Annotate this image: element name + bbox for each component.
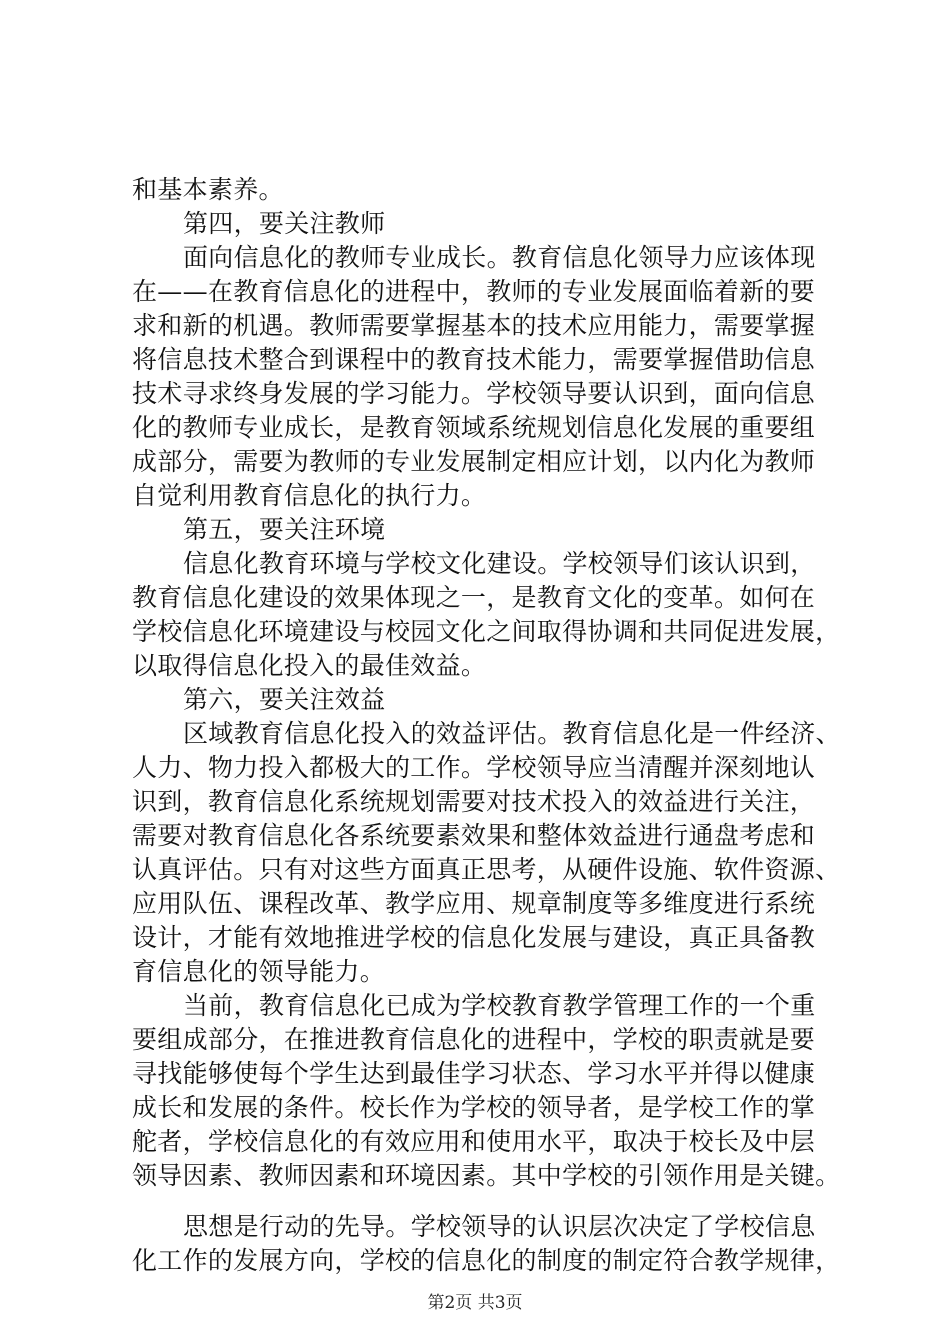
text-line: 认真评估。只有对这些方面真正思考，从硬件设施、软件资源、 xyxy=(132,855,841,884)
section-heading: 第四，要关注教师 xyxy=(183,209,386,238)
text-line: 以取得信息化投入的最佳效益。 xyxy=(132,651,487,680)
text-line: 教育信息化建设的效果体现之一，是教育文化的变革。如何在 xyxy=(132,583,816,612)
text-line: 领导因素、教师因素和环境因素。其中学校的引领作用是关键。 xyxy=(132,1161,841,1190)
text-line: 求和新的机遇。教师需要掌握基本的技术应用能力，需要掌握 xyxy=(132,311,816,340)
paragraph-line: 当前，教育信息化已成为学校教育教学管理工作的一个重 xyxy=(183,991,816,1020)
text-line: 寻找能够使每个学生达到最佳学习状态、学习水平并得以健康 xyxy=(132,1059,816,1088)
text-line: 成长和发展的条件。校长作为学校的领导者，是学校工作的掌 xyxy=(132,1093,816,1122)
text-line: 和基本素养。 xyxy=(132,175,284,204)
text-line: 化工作的发展方向，学校的信息化的制度的制定符合教学规律， xyxy=(132,1246,841,1275)
text-line: 识到，教育信息化系统规划需要对技术投入的效益进行关注， xyxy=(132,787,816,816)
text-line: 设计，才能有效地推进学校的信息化发展与建设，真正具备教 xyxy=(132,923,816,952)
text-line: 应用队伍、课程改革、教学应用、规章制度等多维度进行系统 xyxy=(132,889,816,918)
paragraph-line: 信息化教育环境与学校文化建设。学校领导们该认识到， xyxy=(183,549,816,578)
text-line: 育信息化的领导能力。 xyxy=(132,957,386,986)
text-line: 学校信息化环境建设与校园文化之间取得协调和共同促进发展， xyxy=(132,617,841,646)
section-heading: 第五，要关注环境 xyxy=(183,515,386,544)
text-line: 要组成部分，在推进教育信息化的进程中，学校的职责就是要 xyxy=(132,1025,816,1054)
text-line: 将信息技术整合到课程中的教育技术能力，需要掌握借助信息 xyxy=(132,345,816,374)
text-line: 成部分，需要为教师的专业发展制定相应计划，以内化为教师 xyxy=(132,447,816,476)
paragraph-line: 面向信息化的教师专业成长。教育信息化领导力应该体现 xyxy=(183,243,816,272)
text-line: 化的教师专业成长，是教育领域系统规划信息化发展的重要组 xyxy=(132,413,816,442)
text-line: 技术寻求终身发展的学习能力。学校领导要认识到，面向信息 xyxy=(132,379,816,408)
text-line: 舵者，学校信息化的有效应用和使用水平，取决于校长及中层 xyxy=(132,1127,816,1156)
text-line: 自觉利用教育信息化的执行力。 xyxy=(132,481,487,510)
text-line: 在——在教育信息化的进程中，教师的专业发展面临着新的要 xyxy=(132,277,816,306)
section-heading: 第六，要关注效益 xyxy=(183,685,386,714)
paragraph-line: 思想是行动的先导。学校领导的认识层次决定了学校信息 xyxy=(183,1212,816,1241)
page-footer: 第2页 共3页 xyxy=(427,1293,523,1313)
paragraph-line: 区域教育信息化投入的效益评估。教育信息化是一件经济、 xyxy=(183,719,841,748)
text-line: 人力、物力投入都极大的工作。学校领导应当清醒并深刻地认 xyxy=(132,753,816,782)
text-line: 需要对教育信息化各系统要素效果和整体效益进行通盘考虑和 xyxy=(132,821,816,850)
